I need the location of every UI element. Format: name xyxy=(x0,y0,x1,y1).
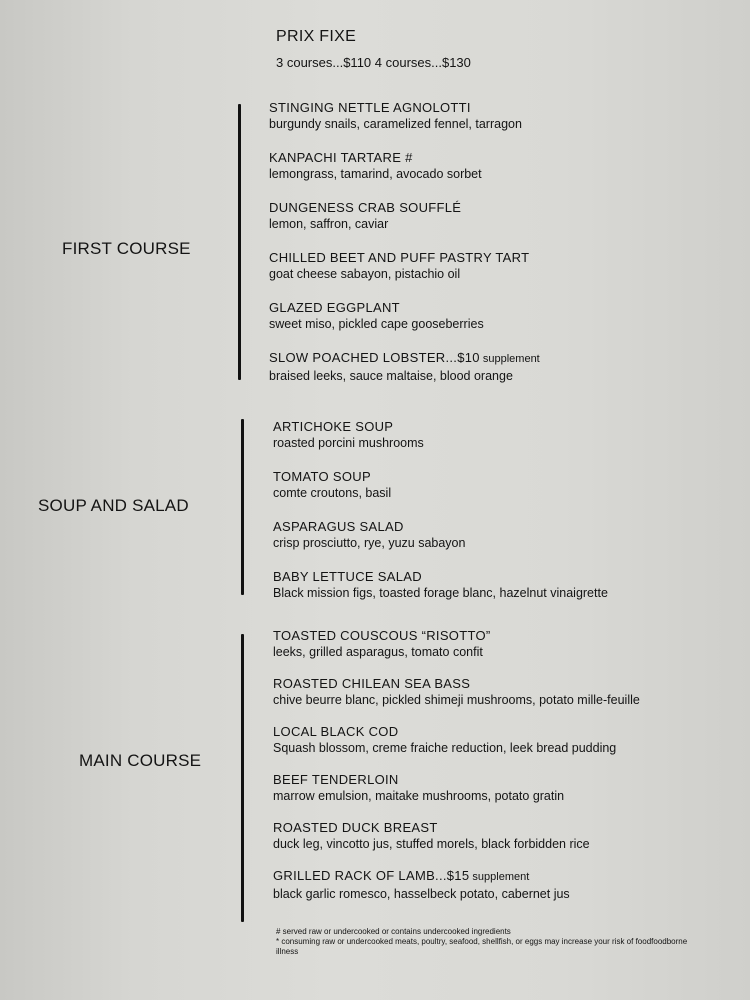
dish-description: chive beurre blanc, pickled shimeji mushrooms, potato mille-feuille xyxy=(273,693,640,707)
section-divider xyxy=(241,419,244,595)
prix-fixe-header xyxy=(276,26,471,72)
section-divider xyxy=(238,104,241,380)
dish-name: ROASTED DUCK BREAST xyxy=(273,820,438,835)
dish-list xyxy=(273,418,608,618)
dish-name: CHILLED BEET AND PUFF PASTRY TART xyxy=(269,250,530,265)
dish-item xyxy=(273,867,640,915)
dish-description: leeks, grilled asparagus, tomato confit xyxy=(273,645,483,659)
dish-name: TOASTED COUSCOUS “RISOTTO” xyxy=(273,628,491,643)
dish-description: marrow emulsion, maitake mushrooms, potato gratin xyxy=(273,789,565,803)
dish-name: SLOW POACHED LOBSTER...$10 supplement xyxy=(269,350,540,365)
dish-name: ARTICHOKE SOUP xyxy=(273,419,394,434)
dish-item xyxy=(273,819,640,867)
dish-description: burgundy snails, caramelized fennel, tarragon xyxy=(269,117,522,131)
dish-item xyxy=(273,771,640,819)
dish-list xyxy=(273,627,640,915)
dish-item xyxy=(273,675,640,723)
dish-description: Black mission figs, toasted forage blanc, hazelnut vinaigrette xyxy=(273,586,608,600)
consumer-advisory-note: * consuming raw or undercooked meats, poultry, seafood, shellfish, or eggs may increase your risk of foodfoodborne illness xyxy=(276,937,688,956)
dish-item xyxy=(273,723,640,771)
dish-description: comte croutons, basil xyxy=(273,486,392,500)
dish-name: DUNGENESS CRAB SOUFFLÉ xyxy=(269,200,462,215)
dish-name: BEEF TENDERLOIN xyxy=(273,772,399,787)
dish-description: Squash blossom, creme fraiche reduction, leek bread pudding xyxy=(273,741,617,755)
dish-item xyxy=(269,299,540,349)
supplement-note: supplement xyxy=(469,871,530,883)
menu-title: PRIX FIXE xyxy=(276,28,357,45)
dish-description: braised leeks, sauce maltaise, blood orange xyxy=(269,369,513,383)
dish-item xyxy=(269,199,540,249)
supplement-note: supplement xyxy=(479,353,540,365)
dish-description: black garlic romesco, hasselbeck potato, cabernet jus xyxy=(273,887,570,901)
dish-name: ASPARAGUS SALAD xyxy=(273,519,404,534)
dish-name: BABY LETTUCE SALAD xyxy=(273,569,422,584)
dish-description: roasted porcini mushrooms xyxy=(273,436,424,450)
dish-list xyxy=(269,99,540,399)
dish-item xyxy=(273,468,608,518)
dish-name: KANPACHI TARTARE # xyxy=(269,150,413,165)
course-prices: 3 courses...$110 4 courses...$130 xyxy=(276,55,471,70)
dish-description: duck leg, vincotto jus, stuffed morels, black forbidden rice xyxy=(273,837,590,851)
dish-item xyxy=(273,518,608,568)
dish-description: crisp prosciutto, rye, yuzu sabayon xyxy=(273,536,466,550)
dish-name: TOMATO SOUP xyxy=(273,469,371,484)
dish-description: lemon, saffron, caviar xyxy=(269,217,389,231)
dish-description: goat cheese sabayon, pistachio oil xyxy=(269,267,461,281)
dish-name: GRILLED RACK OF LAMB...$15 supplement xyxy=(273,868,530,883)
raw-ingredient-note: # served raw or undercooked or contains undercooked ingredients xyxy=(276,927,511,936)
dish-item xyxy=(273,418,608,468)
dish-name: GLAZED EGGPLANT xyxy=(269,300,400,315)
dish-description: lemongrass, tamarind, avocado sorbet xyxy=(269,167,482,181)
dish-item xyxy=(269,349,540,399)
dish-item xyxy=(269,99,540,149)
dish-item xyxy=(273,568,608,618)
dish-description: sweet miso, pickled cape gooseberries xyxy=(269,317,484,331)
section-divider xyxy=(241,634,244,922)
dish-item xyxy=(269,249,540,299)
section-title: MAIN COURSE xyxy=(79,751,202,770)
dish-name: ROASTED CHILEAN SEA BASS xyxy=(273,676,471,691)
dish-item xyxy=(273,627,640,675)
section-title: SOUP AND SALAD xyxy=(38,496,189,515)
section-title: FIRST COURSE xyxy=(62,239,191,258)
dish-name: LOCAL BLACK COD xyxy=(273,724,399,739)
allergen-footnotes xyxy=(276,927,706,957)
dish-item xyxy=(269,149,540,199)
dish-name: STINGING NETTLE AGNOLOTTI xyxy=(269,100,471,115)
